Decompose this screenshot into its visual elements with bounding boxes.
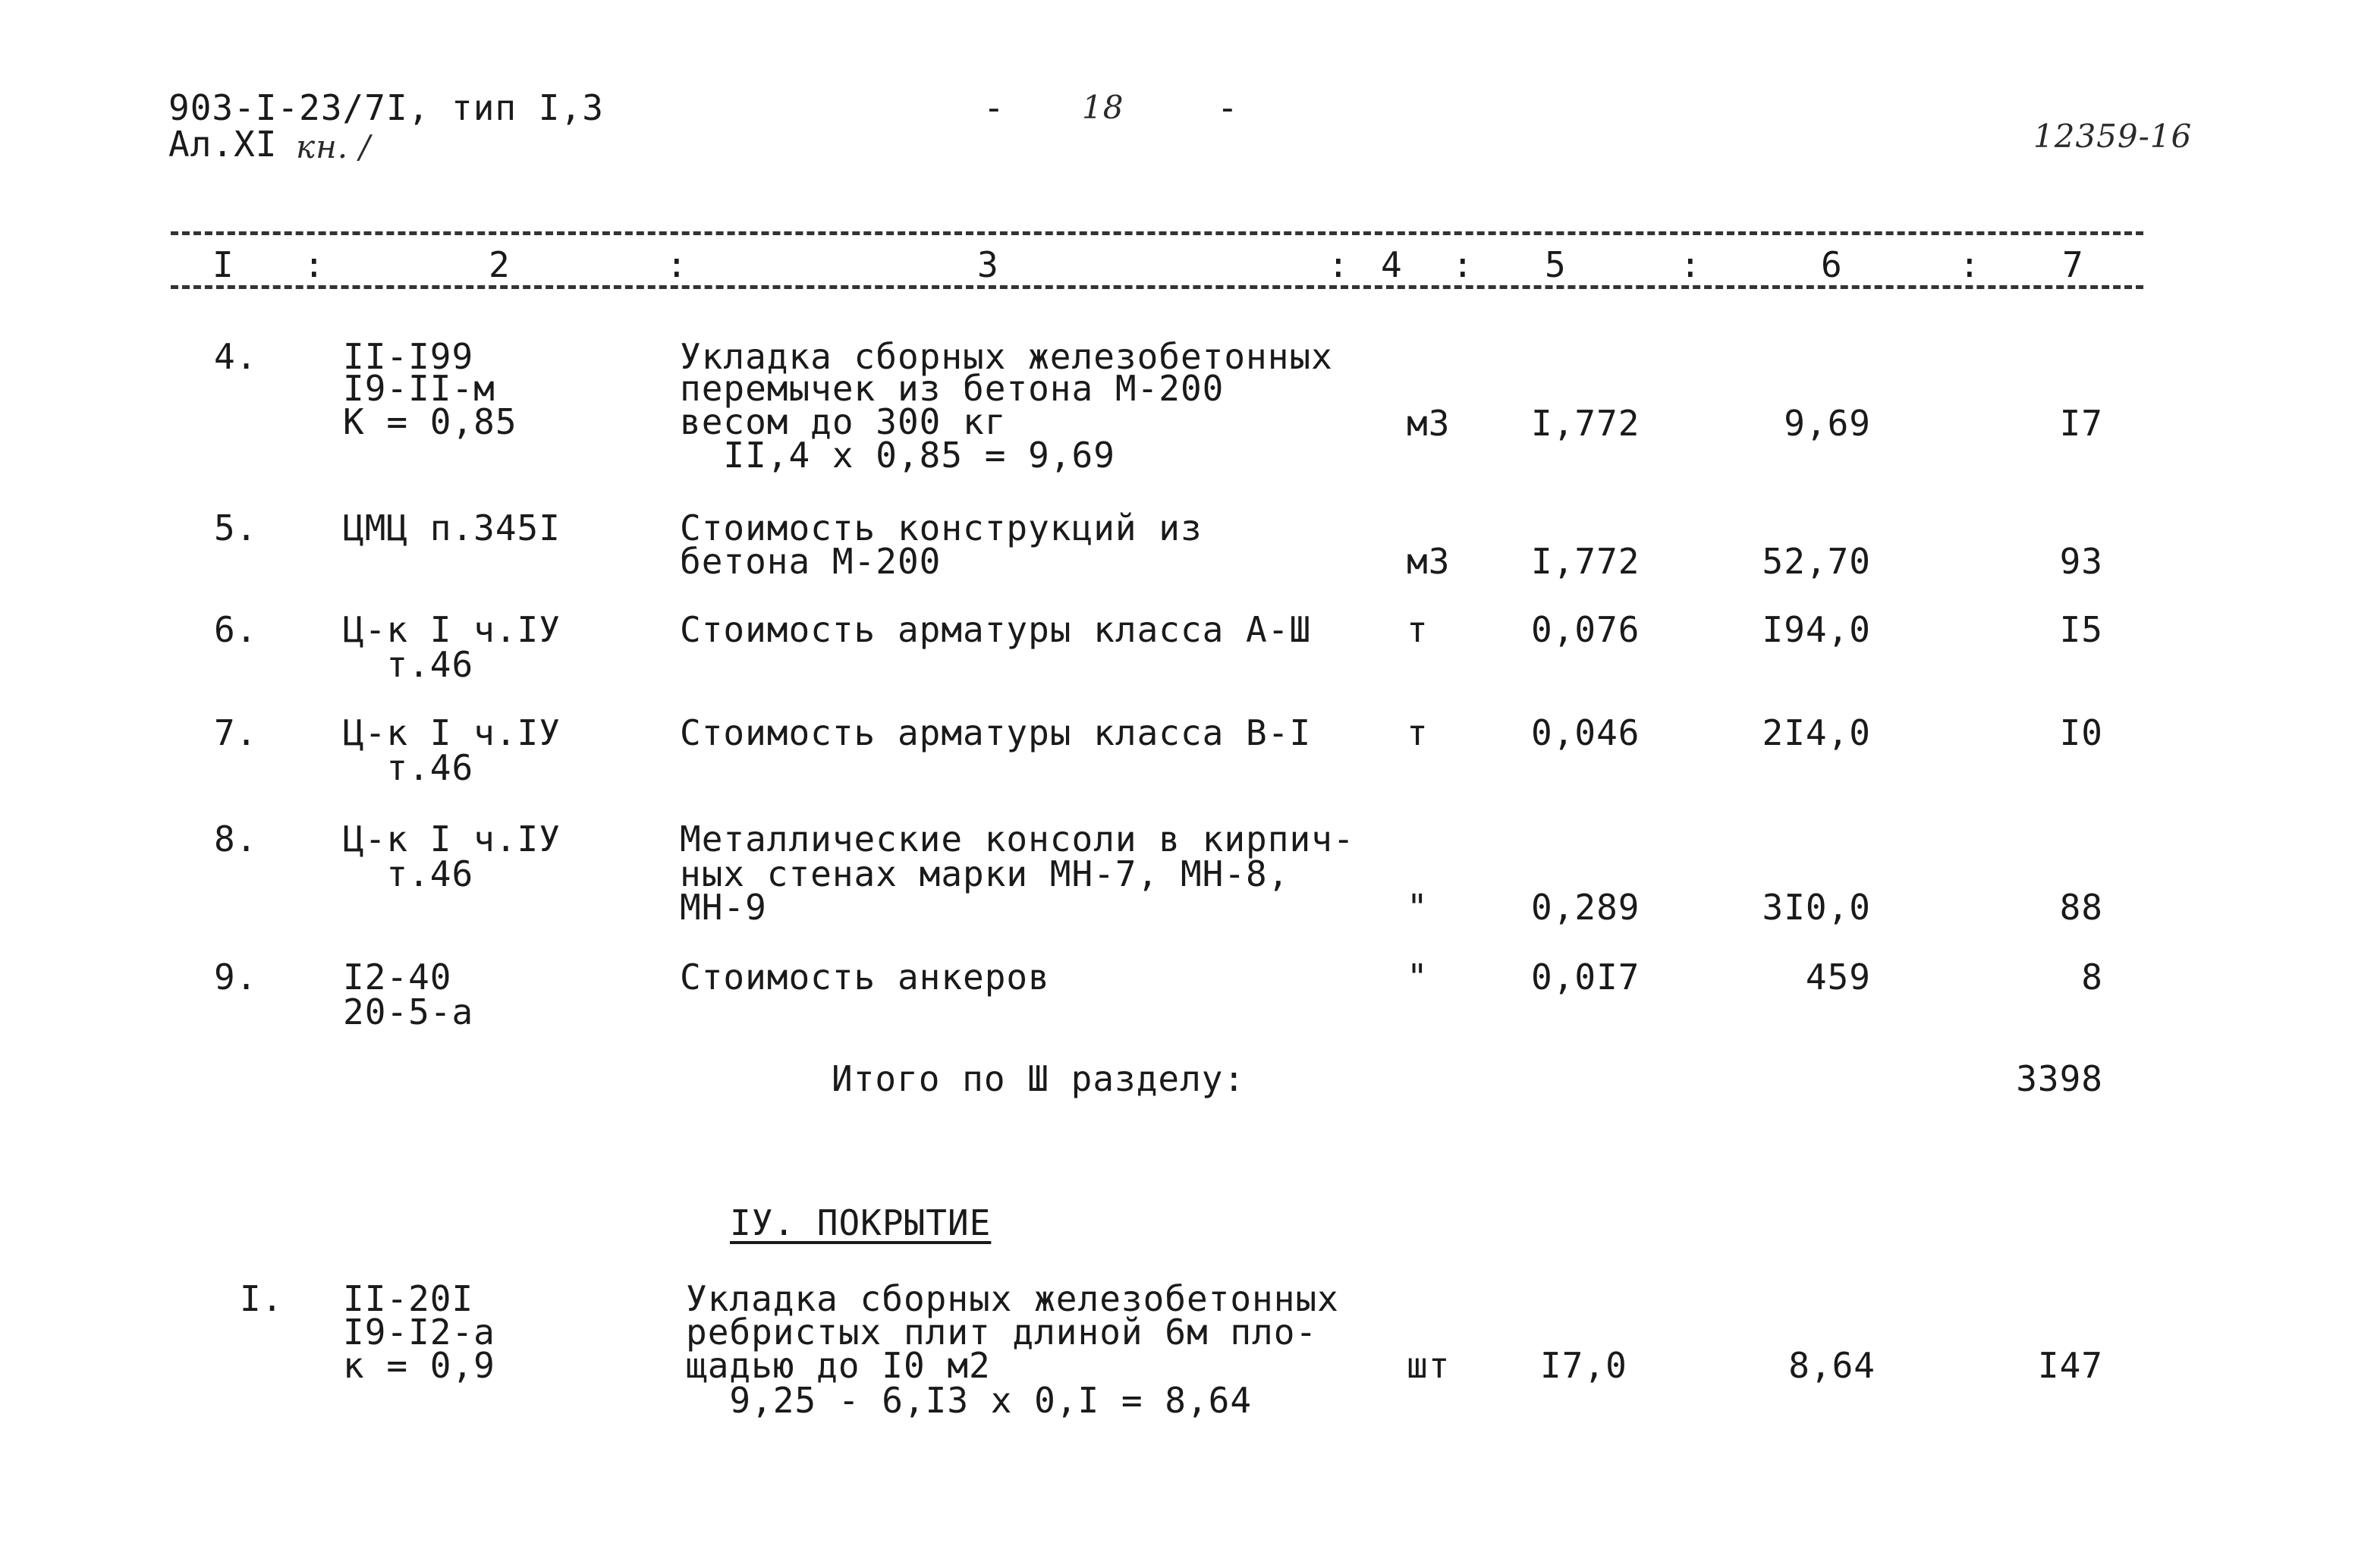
norm-code: Ц-к I ч.IУ xyxy=(343,609,561,650)
unit: " xyxy=(1407,887,1429,928)
description: Укладка сборных железобетонных xyxy=(680,336,1333,377)
norm-code: к = 0,9 xyxy=(343,1345,495,1386)
total-cost: I0 xyxy=(2059,712,2103,753)
unit-price: 9,69 xyxy=(1784,403,1871,444)
col-2-label: 2 xyxy=(489,244,511,285)
quantity: I7,0 xyxy=(1540,1345,1627,1386)
col-6-label: 6 xyxy=(1821,244,1843,285)
header-rule-bottom xyxy=(171,285,2143,289)
description: бетона М-200 xyxy=(680,541,942,582)
norm-code: I9-II-м xyxy=(343,368,495,409)
album-prefix: Ал.XI xyxy=(168,124,278,165)
total-cost: I47 xyxy=(2037,1345,2103,1386)
unit: м3 xyxy=(1407,403,1451,444)
norm-code: т.46 xyxy=(343,853,474,894)
row-number: 7. xyxy=(214,712,258,753)
row-number: 6. xyxy=(214,609,258,650)
norm-code: т.46 xyxy=(343,644,474,685)
description: 9,25 - 6,I3 x 0,I = 8,64 xyxy=(686,1380,1253,1421)
description: весом до 300 кг xyxy=(680,401,1007,442)
description: ребристых плит длиной 6м пло- xyxy=(686,1312,1318,1353)
quantity: I,772 xyxy=(1531,403,1640,444)
norm-code: т.46 xyxy=(343,747,474,788)
unit: т xyxy=(1407,712,1429,753)
row-number: 8. xyxy=(214,819,258,859)
unit-price: I94,0 xyxy=(1762,609,1871,650)
norm-code: 20-5-а xyxy=(343,991,474,1032)
quantity: 0,289 xyxy=(1531,887,1640,928)
description: Стоимость анкеров xyxy=(680,957,1050,998)
unit: шт xyxy=(1407,1345,1451,1386)
row-number: 5. xyxy=(214,507,258,548)
book-note: кн. / xyxy=(296,128,371,165)
section-title: IУ. ПОКРЫТИЕ xyxy=(730,1202,992,1243)
sheet-number: 12359-16 xyxy=(2033,118,2193,155)
total-cost: I7 xyxy=(2059,403,2103,444)
col-sep: : xyxy=(1452,244,1474,285)
quantity: I,772 xyxy=(1531,541,1640,582)
description: Металлические консоли в кирпич- xyxy=(680,819,1355,859)
col-sep: : xyxy=(1328,244,1350,285)
unit: м3 xyxy=(1407,541,1451,582)
unit-price: 3I0,0 xyxy=(1762,887,1871,928)
row-number: 9. xyxy=(214,957,258,998)
col-sep: : xyxy=(1959,244,1981,285)
norm-code: I2-40 xyxy=(343,957,452,998)
col-1-label: I xyxy=(212,244,234,285)
norm-code: II-I99 xyxy=(343,336,474,377)
description: перемычек из бетона М-200 xyxy=(680,368,1225,409)
unit-price: 2I4,0 xyxy=(1762,712,1871,753)
total-cost: 93 xyxy=(2059,541,2103,582)
quantity: 0,076 xyxy=(1531,609,1640,650)
subtotal-total: 3398 xyxy=(2016,1058,2103,1099)
description: ных стенах марки МН-7, МН-8, xyxy=(680,853,1290,894)
unit-price: 8,64 xyxy=(1788,1345,1876,1386)
quantity: 0,0I7 xyxy=(1531,957,1640,998)
total-cost: 8 xyxy=(2081,957,2103,998)
page-dash-left: - xyxy=(983,87,1005,128)
norm-code: Ц-к I ч.IУ xyxy=(343,712,561,753)
page-number: 18 xyxy=(1082,89,1124,126)
norm-code: К = 0,85 xyxy=(343,401,517,442)
description: Стоимость арматуры класса А-Ш xyxy=(680,609,1312,650)
description: Стоимость конструкций из xyxy=(680,507,1203,548)
total-cost: 88 xyxy=(2059,887,2103,928)
col-5-label: 5 xyxy=(1545,244,1567,285)
col-sep: : xyxy=(303,244,325,285)
row-number: I. xyxy=(240,1278,284,1319)
description: МН-9 xyxy=(680,887,767,928)
norm-code: Ц-к I ч.IУ xyxy=(343,819,561,859)
quantity: 0,046 xyxy=(1531,712,1640,753)
row-number: 4. xyxy=(214,336,258,377)
project-code: 903-I-23/7I, тип I,3 xyxy=(168,87,604,128)
page-dash-right: - xyxy=(1217,87,1239,128)
header-rule-top xyxy=(171,231,2143,235)
unit-price: 52,70 xyxy=(1762,541,1871,582)
subtotal-label: Итого по Ш разделу: xyxy=(832,1058,1246,1099)
description: II,4 x 0,85 = 9,69 xyxy=(680,435,1115,476)
unit: т xyxy=(1407,609,1429,650)
description: Стоимость арматуры класса В-I xyxy=(680,712,1312,753)
total-cost: I5 xyxy=(2059,609,2103,650)
norm-code: I9-I2-а xyxy=(343,1312,495,1353)
norm-code: ЦМЦ п.345I xyxy=(343,507,561,548)
col-7-label: 7 xyxy=(2062,244,2084,285)
unit-price: 459 xyxy=(1805,957,1871,998)
col-sep: : xyxy=(666,244,688,285)
col-sep: : xyxy=(1680,244,1702,285)
unit: " xyxy=(1407,957,1429,998)
description: щадью до I0 м2 xyxy=(686,1345,991,1386)
col-3-label: 3 xyxy=(977,244,999,285)
norm-code: II-20I xyxy=(343,1278,474,1319)
description: Укладка сборных железобетонных xyxy=(686,1278,1339,1319)
col-4-label: 4 xyxy=(1381,244,1403,285)
